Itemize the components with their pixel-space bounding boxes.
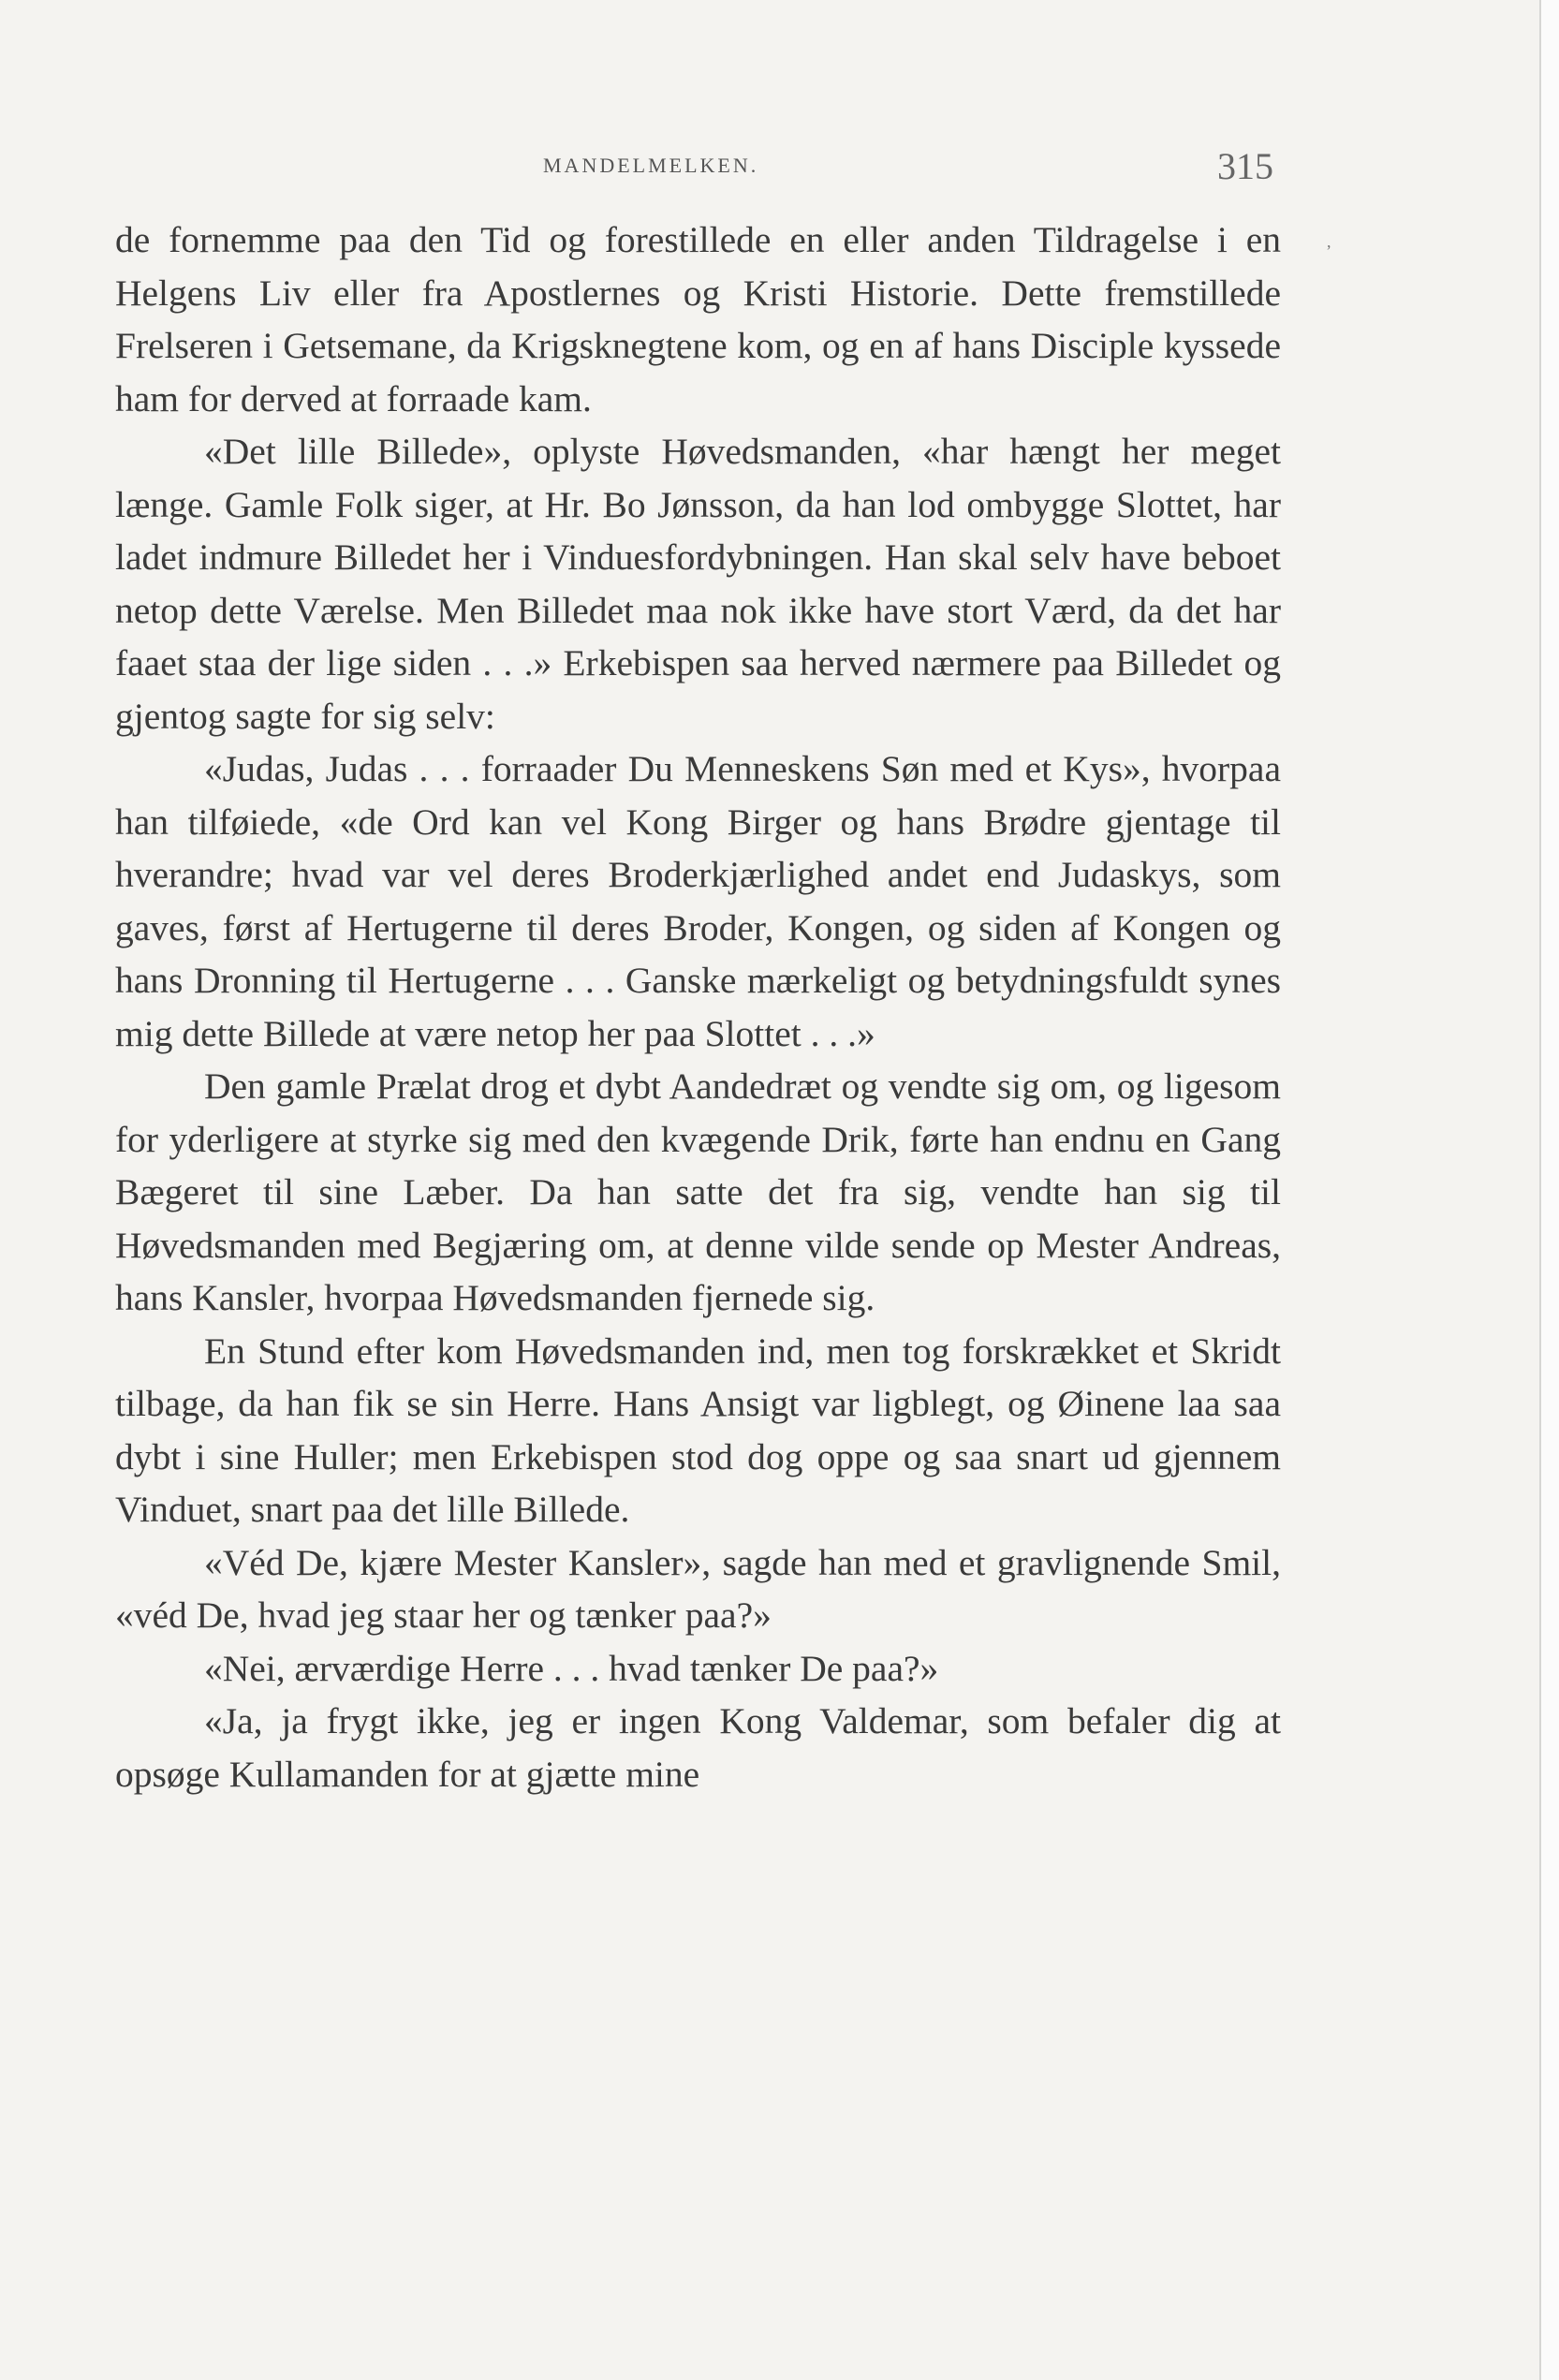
paragraph-3: «Judas, Judas . . . forraader Du Menneskens Søn med et Kys», hvorpaa han tilføiede, «de Ord kan vel Kong Birger og hans Brødre gjentage til hverandre; hvad var vel deres Broderkjærlighed andet end Judaskys, som gaves, først af Hertugerne til deres Broder, Kongen, og siden af Kongen og hans Dronning til Hertugerne . . . Ganske mærkeligt og betydningsfuldt synes mig dette Billede at være netop her paa Slottet . . .» xyxy=(115,748,1281,1054)
paragraph-6: «Véd De, kjære Mester Kansler», sagde han med et gravlignende Smil, «véd De, hvad jeg staar her og tænker paa?» xyxy=(115,1541,1281,1636)
page-header xyxy=(0,145,1541,187)
paragraph-5: En Stund efter kom Høvedsmanden ind, men tog forskrækket et Skridt tilbage, da han fik se sin Herre. Hans Ansigt var ligblegt, og Øinene laa saa dybt i sine Huller; men Erkebispen stod dog oppe og saa snart ud gjennem Vinduet, snart paa det lille Billede. xyxy=(115,1330,1281,1530)
margin-mark: , xyxy=(1327,232,1331,251)
paragraph-7: «Nei, ærværdige Herre . . . hvad tænker De paa?» xyxy=(204,1647,939,1689)
page-edge xyxy=(1539,0,1559,2380)
paragraph-8: «Ja, ja frygt ikke, jeg er ingen Kong Valdemar, som befaler dig at opsøge Kullamanden for at gjætte mine xyxy=(115,1700,1281,1795)
running-title: MANDELMELKEN. xyxy=(543,154,759,177)
paragraph-2: «Det lille Billede», oplyste Høvedsmanden, «har hængt her meget længe. Gamle Folk siger, at Hr. Bo Jønsson, da han lod ombygge Slottet, har ladet indmure Billedet her i Vinduesfordybningen. Han skal selv have beboet netop dette Værelse. Men Billedet maa nok ikke have stort Værd, da det har faaet staa der lige siden . . .» Erkebispen saa herved nærmere paa Billedet og gjentog sagte for sig selv: xyxy=(115,431,1281,737)
paragraph-4: Den gamle Prælat drog et dybt Aandedræt og vendte sig om, og ligesom for yderligere at styrke sig med den kvægende Drik, førte han endnu en Gang Bægeret til sine Læber. Da han satte det fra sig, vendte han sig til Høvedsmanden med Begjæring om, at denne vilde sende op Mester Andreas, hans Kansler, hvorpaa Høvedsmanden fjernede sig. xyxy=(115,1065,1281,1318)
body-text xyxy=(115,213,1281,1800)
paragraph-1: de fornemme paa den Tid og forestillede en eller anden Tildragelse i en Helgens Liv eller fra Apostlernes og Kristi Historie. Dette fremstillede Frelseren i Getsemane, da Krigsknegtene kom, og en af hans Disciple kyssede ham for derved at forraade kam. xyxy=(115,219,1281,419)
page-number: 315 xyxy=(1217,145,1273,187)
